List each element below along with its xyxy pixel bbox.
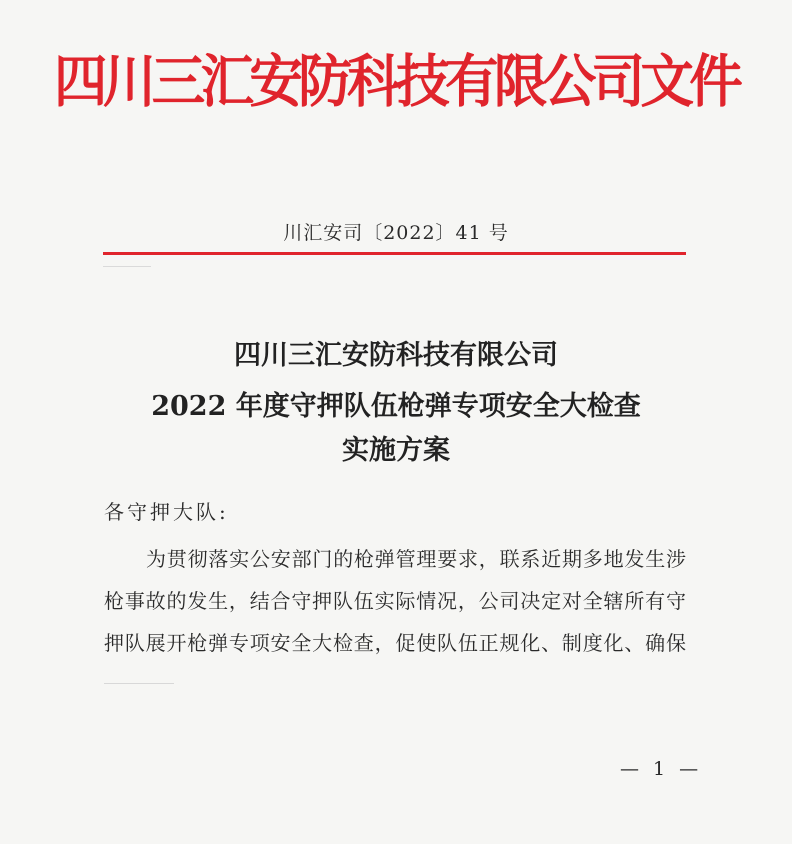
- title-line-3: 实施方案: [342, 435, 450, 466]
- page-number: — 1 —: [620, 758, 703, 780]
- scan-mark: [104, 683, 174, 684]
- body-paragraph: [104, 538, 686, 664]
- title-line-2: 2022 年度守押队伍枪弹专项安全大检查: [151, 391, 641, 422]
- salutation: 各守押大队:: [104, 500, 229, 524]
- document-number: 川汇安司〔2022〕41 号: [283, 222, 509, 244]
- red-divider-line: [103, 252, 686, 255]
- scan-mark: [103, 266, 151, 267]
- body-line: 押队展开枪弹专项安全大检查，促使队伍正规化、制度化、确保: [104, 631, 686, 655]
- document-masthead: 四川三汇安防科技有限公司文件: [53, 49, 739, 115]
- title-line-1: 四川三汇安防科技有限公司: [234, 340, 558, 371]
- body-line: 枪事故的发生，结合守押队伍实际情况，公司决定对全辖所有守: [104, 589, 686, 613]
- body-line: 为贯彻落实公安部门的枪弹管理要求，联系近期多地发生涉: [146, 547, 686, 571]
